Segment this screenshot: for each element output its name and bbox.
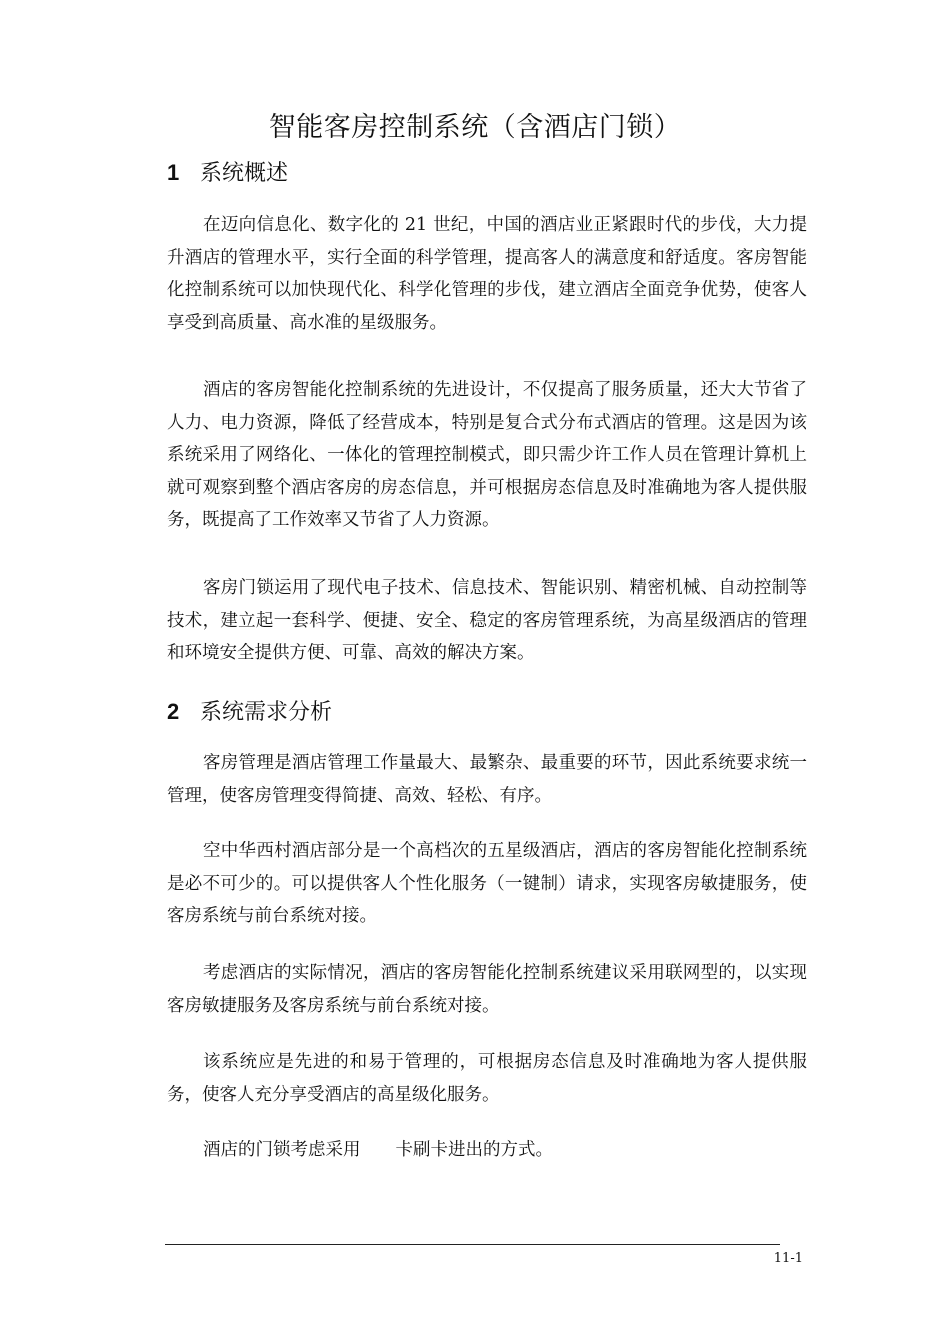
document-title: 智能客房控制系统（含酒店门锁） xyxy=(268,112,682,143)
footer-rule xyxy=(165,1244,780,1245)
section-title: 系统概述 xyxy=(200,161,289,186)
paragraph: 空中华西村酒店部分是一个高档次的五星级酒店，酒店的客房智能化控制系统是必不可少的。可以提供客人个性化服务（一键制）请求，实现客房敏捷服务，使客房系统与前台系统对接。 xyxy=(167,841,807,926)
section-title: 系统需求分析 xyxy=(200,700,333,725)
paragraph: 酒店的门锁考虑采用 卡刷卡进出的方式。 xyxy=(203,1140,553,1160)
section-number: 2 xyxy=(167,699,180,724)
section-heading-1 xyxy=(167,157,807,190)
paragraph: 酒店的客房智能化控制系统的先进设计，不仅提高了服务质量，还大大节省了人力、电力资源，降低了经营成本，特别是复合式分布式酒店的管理。这是因为该系统采用了网络化、一体化的管理控制模式，即只需少许工作人员在管理计算机上就可观察到整个酒店客房的房态信息，并可根据房态信息及时准确地为客人提供服务，既提高了工作效率又节省了人力资源。 xyxy=(167,380,807,530)
section-heading-2 xyxy=(167,696,807,729)
paragraph: 在迈向信息化、数字化的 21 世纪，中国的酒店业正紧跟时代的步伐，大力提升酒店的管理水平，实行全面的科学管理，提高客人的满意度和舒适度。客房智能化控制系统可以加快现代化、科学化管理的步伐，建立酒店全面竞争优势，使客人享受到高质量、高水准的星级服务。 xyxy=(167,215,807,333)
page-number: 11-1 xyxy=(773,1251,803,1266)
paragraph: 客房门锁运用了现代电子技术、信息技术、智能识别、精密机械、自动控制等技术，建立起一套科学、便捷、安全、稳定的客房管理系统，为高星级酒店的管理和环境安全提供方便、可靠、高效的解决方案。 xyxy=(167,578,807,663)
section-number: 1 xyxy=(167,160,180,185)
paragraph: 该系统应是先进的和易于管理的，可根据房态信息及时准确地为客人提供服务，使客人充分享受酒店的高星级化服务。 xyxy=(167,1052,807,1105)
paragraph: 客房管理是酒店管理工作量最大、最繁杂、最重要的环节，因此系统要求统一管理，使客房管理变得简捷、高效、轻松、有序。 xyxy=(167,753,807,806)
paragraph: 考虑酒店的实际情况，酒店的客房智能化控制系统建议采用联网型的，以实现客房敏捷服务及客房系统与前台系统对接。 xyxy=(167,963,807,1016)
